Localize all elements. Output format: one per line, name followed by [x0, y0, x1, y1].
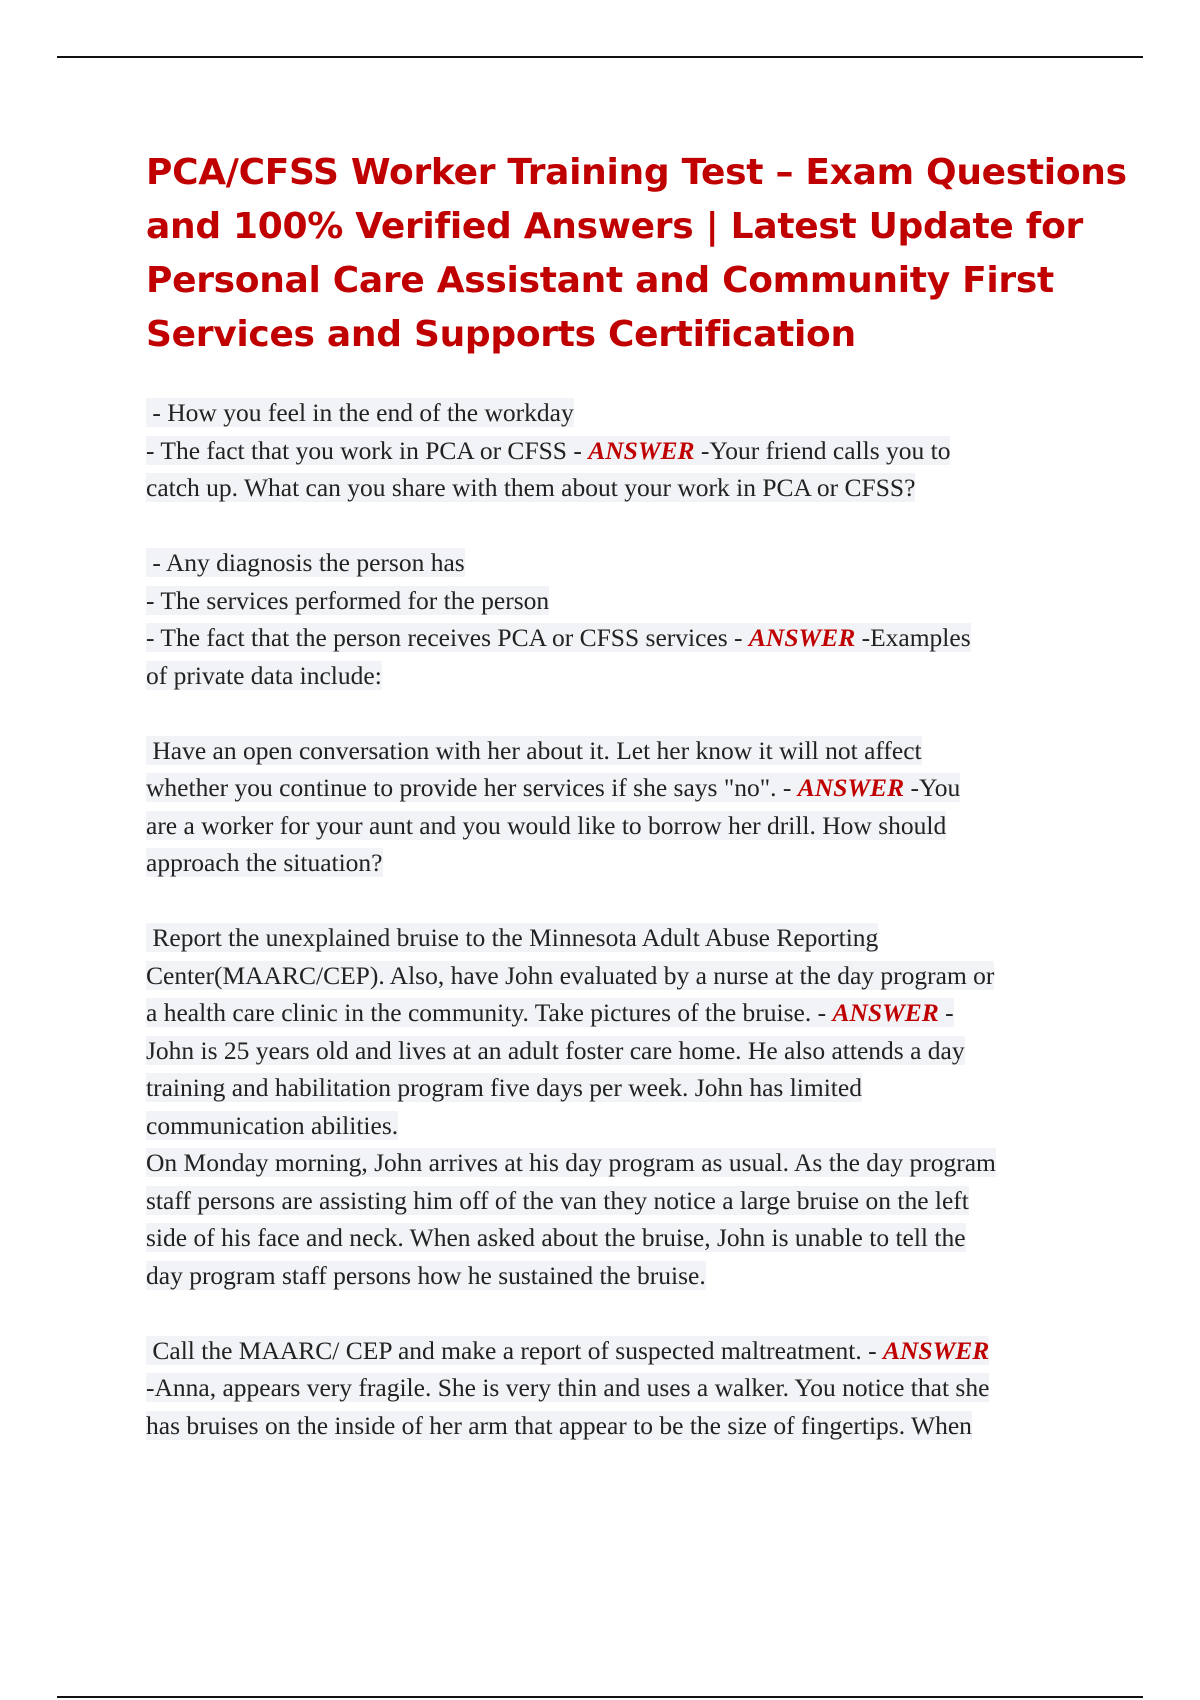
text-line [146, 1407, 1106, 1445]
qa-block [146, 732, 1106, 882]
title-line: Personal Care Assistant and Community First [146, 260, 1054, 301]
text-line [146, 582, 1106, 620]
line-text: of private data include: [146, 660, 382, 690]
title-line: PCA/CFSS Worker Training Test – Exam Questions [146, 152, 1127, 193]
line-text: - The services performed for the person [146, 585, 550, 615]
text-line [146, 1257, 1106, 1295]
text-line [146, 732, 1106, 770]
text-line [146, 769, 1106, 807]
text-line [146, 544, 1106, 582]
bottom-rule [57, 1696, 1143, 1698]
paragraph-gap [146, 694, 1106, 732]
line-text-after: - [938, 998, 954, 1027]
line-text: training and habilitation program five days per week. John has limited [146, 1073, 862, 1102]
line-text: approach the situation? [146, 848, 383, 877]
line-text: Have an open conversation with her about it. Let her know it will not affect [146, 735, 922, 765]
paragraph-gap [146, 1294, 1106, 1332]
line-text: communication abilities. [146, 1110, 399, 1140]
line-text-before: Call the MAARC/ CEP and make a report of suspected maltreatment. - [146, 1335, 883, 1365]
line-text-after: -Your friend calls you to [694, 435, 951, 465]
line-text: catch up. What can you share with them about your work in PCA or CFSS? [146, 473, 916, 502]
text-line [146, 1182, 1106, 1220]
text-line [146, 1369, 1106, 1407]
qa-block [146, 394, 1106, 507]
line-text: - Any diagnosis the person has [146, 548, 465, 577]
line-text-before: whether you continue to provide her services if she says "no". - [146, 773, 798, 802]
text-line [146, 1032, 1106, 1070]
text-line [146, 1332, 1106, 1370]
answer-label: ANSWER [797, 773, 905, 802]
qa-block [146, 544, 1106, 694]
text-line [146, 807, 1106, 845]
line-text-before: a health care clinic in the community. Take pictures of the bruise. - [146, 998, 833, 1027]
answer-label: ANSWER [748, 623, 856, 652]
document-title [146, 146, 1127, 362]
line-text: are a worker for your aunt and you would like to borrow her drill. How should [146, 810, 947, 840]
line-text: On Monday morning, John arrives at his day program as usual. As the day program [146, 1148, 996, 1177]
line-text: -Anna, appears very fragile. She is very thin and uses a walker. You notice that she [146, 1373, 990, 1402]
qa-block [146, 1332, 1106, 1445]
text-line [146, 957, 1106, 995]
text-line [146, 844, 1106, 882]
text-line [146, 619, 1106, 657]
line-text-after: -You [904, 773, 961, 802]
qa-content [146, 394, 1106, 1444]
text-line [146, 919, 1106, 957]
answer-label: ANSWER [832, 998, 939, 1027]
line-text: day program staff persons how he sustained the bruise. [146, 1260, 706, 1290]
text-line [146, 657, 1106, 695]
qa-block [146, 919, 1106, 1294]
paragraph-gap [146, 882, 1106, 920]
top-rule [57, 56, 1143, 58]
line-text: staff persons are assisting him off of the van they notice a large bruise on the left [146, 1185, 969, 1215]
line-text: - How you feel in the end of the workday [146, 398, 574, 427]
line-text: John is 25 years old and lives at an adult foster care home. He also attends a day [146, 1035, 965, 1065]
title-line: Services and Supports Certification [146, 314, 856, 355]
line-text: side of his face and neck. When asked about the bruise, John is unable to tell the [146, 1223, 966, 1252]
text-line [146, 1219, 1106, 1257]
paragraph-gap [146, 507, 1106, 545]
text-line [146, 432, 1106, 470]
text-line [146, 394, 1106, 432]
text-line [146, 1107, 1106, 1145]
line-text-before: - The fact that the person receives PCA or CFSS services - [146, 623, 749, 652]
answer-label: ANSWER [588, 435, 695, 465]
text-line [146, 1144, 1106, 1182]
text-line [146, 994, 1106, 1032]
text-line [146, 1069, 1106, 1107]
line-text-after: -Examples [855, 623, 971, 652]
line-text: Center(MAARC/CEP). Also, have John evaluated by a nurse at the day program or [146, 960, 995, 990]
line-text: has bruises on the inside of her arm that appear to be the size of fingertips. When [146, 1410, 972, 1440]
text-line [146, 469, 1106, 507]
line-text-before: - The fact that you work in PCA or CFSS - [146, 435, 589, 465]
answer-label: ANSWER [882, 1335, 990, 1365]
title-line: and 100% Verified Answers | Latest Update for [146, 206, 1083, 247]
line-text: Report the unexplained bruise to the Minnesota Adult Abuse Reporting [146, 923, 879, 952]
